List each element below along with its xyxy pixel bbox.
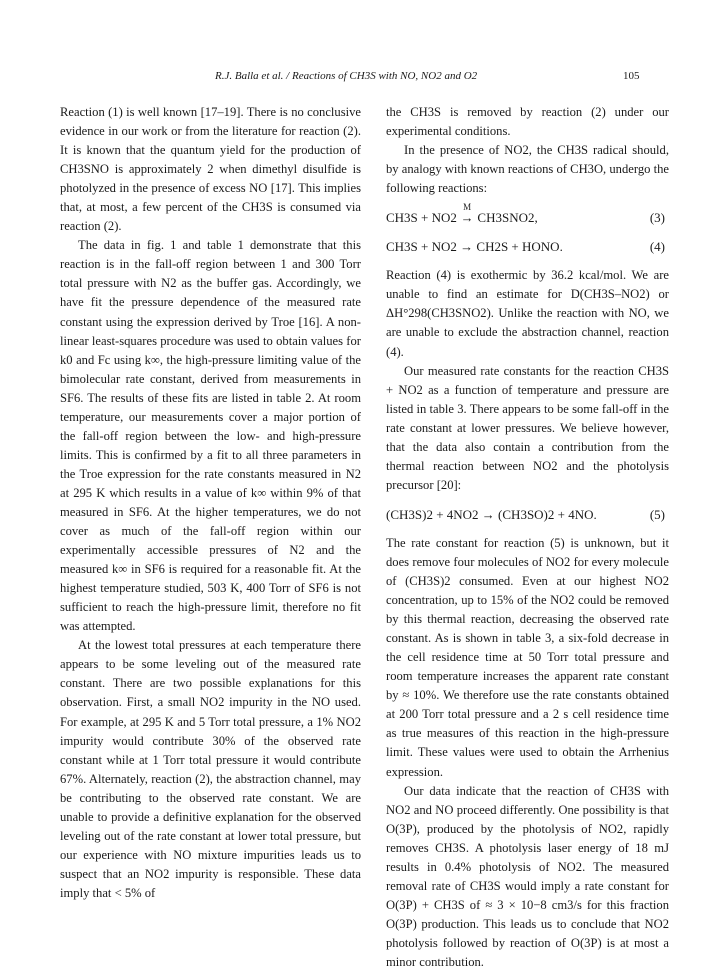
equation-3-text — [386, 202, 538, 227]
equation-4-number: (4) — [649, 239, 665, 255]
right-paragraph-1: the CH3S is removed by reaction (2) under our experimental conditions. — [386, 105, 669, 139]
equation-5-text: (CH3S)2 + 4NO2 → (CH3SO)2 + 4NO. — [386, 506, 597, 522]
equation-5 — [386, 505, 669, 524]
running-head: R.J. Balla et al. / Reactions of CH3S with NO, NO2 and O2 — [215, 70, 478, 82]
left-paragraph-1: Reaction (1) is well known [17–19]. There is no conclusive evidence in our work or from the literature for reaction (2). It is known that the quantum yield for the production of CH3SNO is approximately 2 when dimethyl disulfide is photolyzed in the presence of excess NO [17]. This implies that, at most, a few percent of the CH3S is consumed via reaction (2). — [60, 105, 361, 234]
equation-5-number: (5) — [649, 506, 665, 522]
right-paragraph-2: In the presence of NO2, the CH3S radical should, by analogy with known reactions of CH3O, undergo the following reactions: — [386, 143, 669, 196]
right-paragraph-5: The rate constant for reaction (5) is unknown, but it does remove four molecules of NO2 for every molecule of (CH3S)2 consumed. Even at our highest NO2 concentration, up to 15% of the NO2 could be removed by this thermal reaction, decreasing the observed rate constant. As is shown in table 3, a six-fold decrease in the cell residence time at 50 Torr total pressure and room temperature increases the apparent rate constant by ≈ 10%. We therefore use the rate constants obtained at 200 Torr total pressure and a 2 s cell residence time as true measures of this reaction in the high-pressure limit. These values were used to obtain the Arrhenius expression. — [386, 535, 669, 779]
equation-4 — [386, 237, 669, 256]
left-paragraph-2: The data in fig. 1 and table 1 demonstrate that this reaction is in the fall-off region between 1 and 300 Torr total pressure with N2 as the buffer gas. Accordingly, we have fit the pressure dependence of the measured rate constant using the expression derived by Troe [16]. A non-linear least-squares procedure was used to obtain values for k0 and Fc using k∞, the high-pressure limiting value of the bimolecular rate constant, derived from measurements in SF6. The results of these fits are listed in table 2. At room temperature, our measurements cover a major portion of the fall-off region between the low- and high-pressure limits. This is confirmed by a fit to all three parameters in the Troe expression for the rate constants measured in N2 at 295 K which results in a value of k∞ within 9% of that measured in SF6. At the higher temperatures, we do not cover as much of the fall-off region within our experimentally accessible pressures of N2 and the measured k∞ in SF6 is required for a reasonable fit. At the highest temperature studied, 503 K, 400 Torr of SF6 is not sufficient to reach the high-pressure limit, therefore no fit was attempted. — [60, 238, 361, 634]
equation-3-number: (3) — [649, 210, 665, 226]
right-paragraph-3: Reaction (4) is exothermic by 36.2 kcal/mol. We are unable to find an estimate for D(CH3S–NO2) or ΔH°298(CH3SNO2). Unlike the reaction with NO, we are unable to exclude the abstraction channel, reaction (4). — [386, 268, 669, 359]
equation-3 — [386, 202, 669, 227]
page-number: 105 — [623, 70, 640, 82]
equation-3-over-label-m: M — [463, 202, 472, 213]
right-paragraph-4: Our measured rate constants for the reaction CH3S + NO2 as a function of temperature and pressure are listed in table 3. There appears to be some fall-off in the rate constant at lower pressures. We believe however, that the data also contain a contribution from the thermal reaction between NO2 and the photolysis precursor [20]: — [386, 363, 669, 492]
equation-3-body: CH3S + NO2 M → CH3SNO2, — [386, 210, 538, 225]
left-column — [60, 103, 361, 903]
right-column — [386, 103, 669, 972]
equation-3-arrow: M → — [460, 208, 474, 227]
page-header — [0, 70, 720, 90]
right-paragraph-6: Our data indicate that the reaction of CH3S with NO2 and NO proceed differently. One possibility is that O(3P), produced by the photolysis of NO2, rapidly removes CH3S. A photolysis laser energy of 18 mJ results in 0.4% photolysis of NO2. The measured removal rate of CH3S would imply a rate constant for O(3P) + CH3S of ≈ 3 × 10−8 cm3/s for this fraction O(3P) production. This leads us to conclude that NO2 photolysis followed by reaction of O(3P) is at most a minor contribution. — [386, 783, 669, 969]
left-paragraph-3: At the lowest total pressures at each temperature there appears to be some leveling out of the measured rate constant. There are two possible explanations for this observation. First, a small NO2 impurity in the NO used. For example, at 295 K and 5 Torr total pressure, a 1% NO2 impurity would contribute 30% of the observed rate constant while at 1 Torr total pressure it would contribute 67%. Alternately, reaction (2), the abstraction channel, may be contributing to the observed rate constant. We are unable to provide a definitive explanation for the observed leveling out of the rate constant at lower total pressure, but our experience with NO mixture impurities leads us to suspect that an NO2 impurity is responsible. These data imply that < 5% of — [60, 638, 361, 900]
equation-4-text: CH3S + NO2 → CH2S + HONO. — [386, 239, 563, 255]
